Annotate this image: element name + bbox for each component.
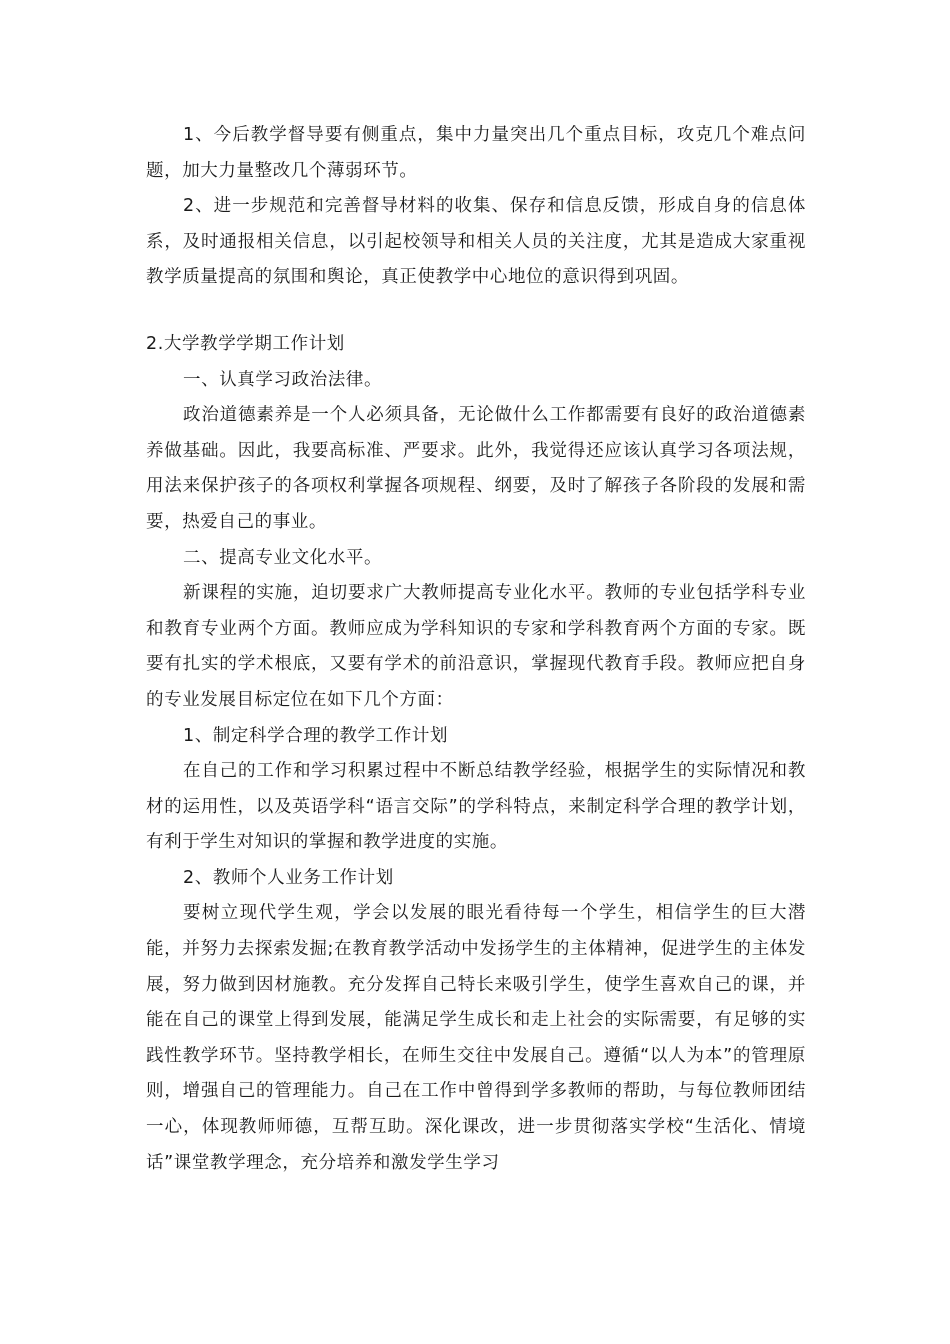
- paragraph-professional-level: 新课程的实施，迫切要求广大教师提高专业化水平。教师的专业包括学科专业和教育专业两个方面。教师应成为学科知识的专家和学科教育两个方面的专家。既要有扎实的学术根底，又要有学术的前沿意识，掌握现代教育手段。教师应把自身的专业发展目标定位在如下几个方面：: [146, 583, 806, 710]
- paragraph-personal-plan: 要树立现代学生观，学会以发展的眼光看待每一个学生，相信学生的巨大潜能，并努力去探索发掘;在教育教学活动中发扬学生的主体精神，促进学生的主体发展，努力做到因材施教。充分发挥自己特长来吸引学生，使学生喜欢自己的课，并能在自己的课堂上得到发展，能满足学生成长和走上社会的实际需要，有足够的实践性教学环节。坚持教学相长，在师生交往中发展自己。遵循“以人为本”的管理原则，增强自己的管理能力。自己在工作中曾得到学多教师的帮助，与每位教师团结一心，体现教师师德，互帮互助。深化课改，进一步贯彻落实学校“生活化、情境话”课堂教学理念，充分培养和激发学生学习: [146, 903, 806, 1173]
- subheading-teaching-plan: 1、制定科学合理的教学工作计划: [183, 725, 449, 746]
- section-heading: 2.大学教学学期工作计划: [146, 333, 345, 354]
- subheading-politics-law: 一、认真学习政治法律。: [183, 369, 383, 390]
- subheading-professional-level: 二、提高专业文化水平。: [183, 547, 383, 568]
- paragraph-politics-law: 政治道德素养是一个人必须具备，无论做什么工作都需要有良好的政治道德素养做基础。因此，我要高标准、严要求。此外，我觉得还应该认真学习各项法规，用法来保护孩子的各项权利掌握各项规程、纲要，及时了解孩子各阶段的发展和需要，热爱自己的事业。: [146, 405, 806, 532]
- document-page: [146, 118, 806, 1181]
- paragraph-teaching-plan: 在自己的工作和学习积累过程中不断总结教学经验，根据学生的实际情况和教材的运用性，以及英语学科“语言交际”的学科特点，来制定科学合理的教学计划，有利于学生对知识的掌握和教学进度的实施。: [146, 761, 806, 853]
- paragraph-item-1: 1、今后教学督导要有侧重点，集中力量突出几个重点目标，攻克几个难点问题，加大力量整改几个薄弱环节。: [146, 125, 806, 181]
- paragraph-item-2: 2、进一步规范和完善督导材料的收集、保存和信息反馈，形成自身的信息体系，及时通报相关信息，以引起校领导和相关人员的关注度，尤其是造成大家重视教学质量提高的氛围和舆论，真正使教学中心地位的意识得到巩固。: [146, 196, 806, 288]
- subheading-personal-plan: 2、教师个人业务工作计划: [183, 867, 394, 888]
- section-semester-plan: [146, 327, 806, 1181]
- section-supervision-items: [146, 118, 806, 296]
